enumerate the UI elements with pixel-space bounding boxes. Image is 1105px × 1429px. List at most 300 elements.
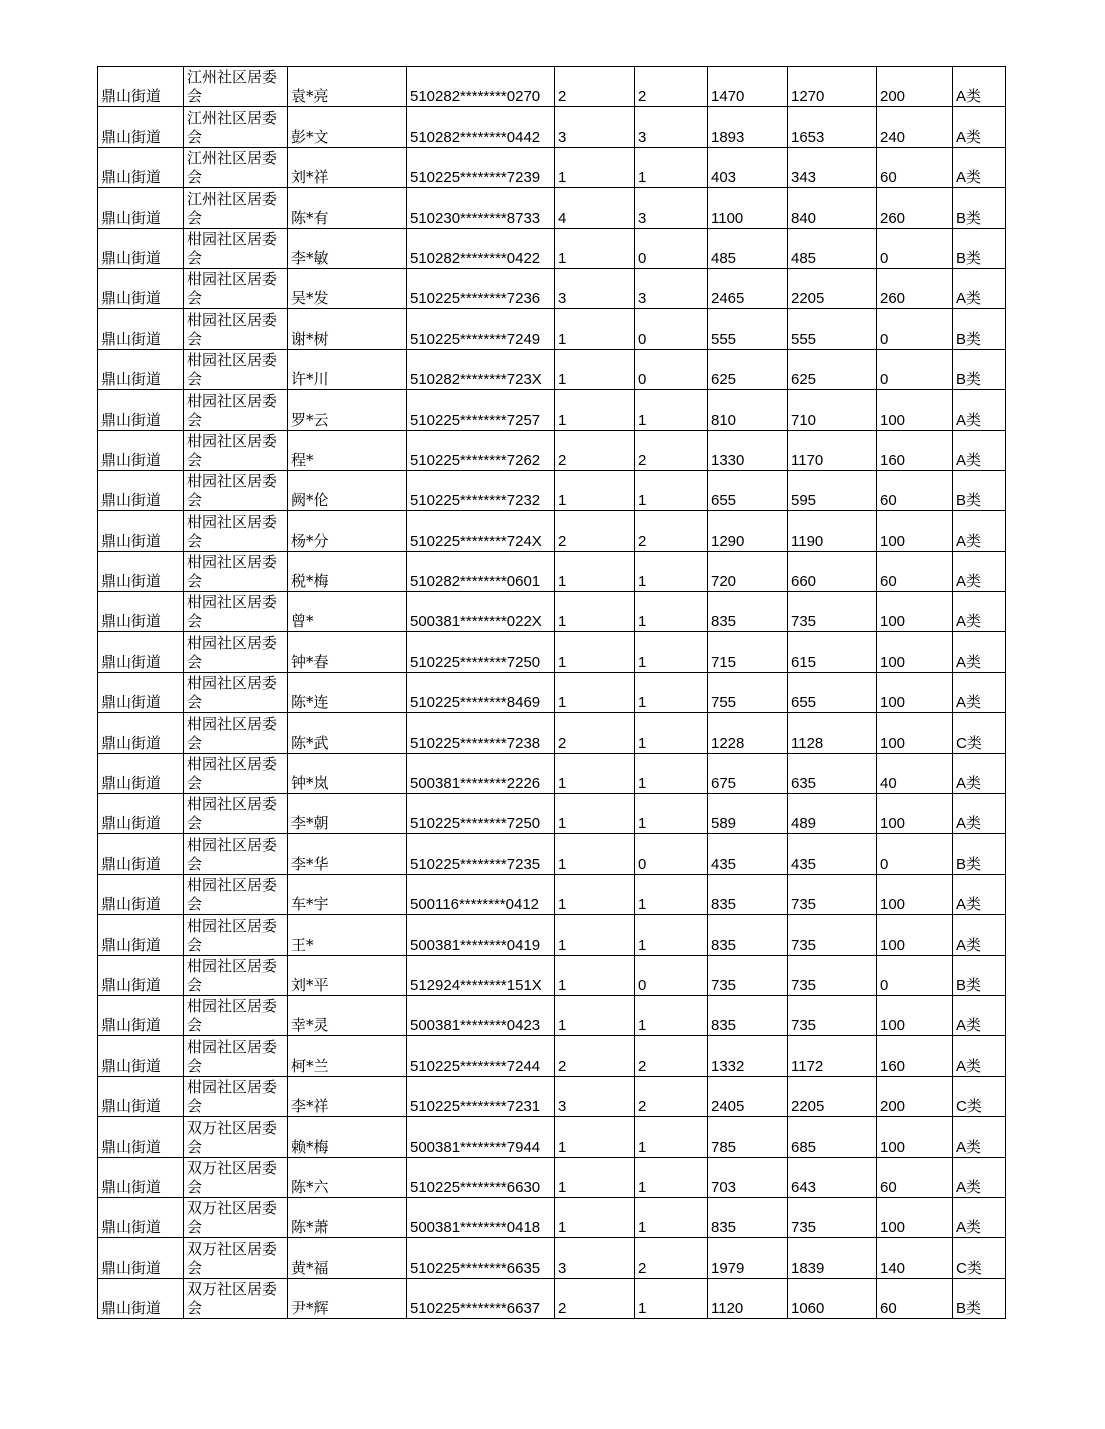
roster-body bbox=[98, 67, 1006, 1319]
name-cell: 彭*文 bbox=[288, 107, 407, 147]
household-size-cell: 1 bbox=[555, 228, 635, 268]
id-number-cell: 510225********7249 bbox=[407, 309, 555, 349]
street-cell: 鼎山街道 bbox=[98, 147, 184, 187]
category-cell: A类 bbox=[953, 592, 1006, 632]
category-cell: A类 bbox=[953, 551, 1006, 591]
count-cell: 1 bbox=[635, 874, 708, 914]
name-cell: 李*祥 bbox=[288, 1076, 407, 1116]
street-cell: 鼎山街道 bbox=[98, 753, 184, 793]
name-cell: 陈*有 bbox=[288, 188, 407, 228]
street-cell: 鼎山街道 bbox=[98, 349, 184, 389]
category-cell: A类 bbox=[953, 1157, 1006, 1197]
category-cell: B类 bbox=[953, 470, 1006, 510]
community-cell: 双万社区居委会 bbox=[184, 1117, 288, 1157]
community-cell: 柑园社区居委会 bbox=[184, 672, 288, 712]
id-number-cell: 510225********7262 bbox=[407, 430, 555, 470]
subsidy-amount-cell: 240 bbox=[877, 107, 953, 147]
table-row bbox=[98, 1076, 1006, 1116]
base-amount-cell: 625 bbox=[788, 349, 877, 389]
total-amount-cell: 2405 bbox=[708, 1076, 788, 1116]
community-cell: 双万社区居委会 bbox=[184, 1197, 288, 1237]
id-number-cell: 510282********723X bbox=[407, 349, 555, 389]
count-cell: 2 bbox=[635, 430, 708, 470]
name-cell: 陈*六 bbox=[288, 1157, 407, 1197]
id-number-cell: 510225********7250 bbox=[407, 794, 555, 834]
count-cell: 1 bbox=[635, 794, 708, 834]
total-amount-cell: 835 bbox=[708, 592, 788, 632]
street-cell: 鼎山街道 bbox=[98, 915, 184, 955]
total-amount-cell: 625 bbox=[708, 349, 788, 389]
id-number-cell: 512924********151X bbox=[407, 955, 555, 995]
base-amount-cell: 343 bbox=[788, 147, 877, 187]
table-row bbox=[98, 268, 1006, 308]
id-number-cell: 510225********7257 bbox=[407, 390, 555, 430]
table-row bbox=[98, 915, 1006, 955]
count-cell: 1 bbox=[635, 915, 708, 955]
household-size-cell: 1 bbox=[555, 470, 635, 510]
community-cell: 柑园社区居委会 bbox=[184, 268, 288, 308]
id-number-cell: 510225********7244 bbox=[407, 1036, 555, 1076]
household-size-cell: 1 bbox=[555, 834, 635, 874]
name-cell: 谢*树 bbox=[288, 309, 407, 349]
total-amount-cell: 1120 bbox=[708, 1278, 788, 1318]
subsidy-amount-cell: 100 bbox=[877, 592, 953, 632]
subsidy-amount-cell: 100 bbox=[877, 511, 953, 551]
base-amount-cell: 2205 bbox=[788, 268, 877, 308]
total-amount-cell: 2465 bbox=[708, 268, 788, 308]
count-cell: 1 bbox=[635, 632, 708, 672]
id-number-cell: 500381********2226 bbox=[407, 753, 555, 793]
name-cell: 袁*亮 bbox=[288, 67, 407, 107]
name-cell: 李*敏 bbox=[288, 228, 407, 268]
community-cell: 双万社区居委会 bbox=[184, 1278, 288, 1318]
table-row bbox=[98, 874, 1006, 914]
household-size-cell: 2 bbox=[555, 67, 635, 107]
table-row bbox=[98, 794, 1006, 834]
category-cell: A类 bbox=[953, 147, 1006, 187]
street-cell: 鼎山街道 bbox=[98, 995, 184, 1035]
table-row bbox=[98, 309, 1006, 349]
subsidy-amount-cell: 100 bbox=[877, 874, 953, 914]
name-cell: 幸*灵 bbox=[288, 995, 407, 1035]
total-amount-cell: 1290 bbox=[708, 511, 788, 551]
count-cell: 1 bbox=[635, 470, 708, 510]
count-cell: 1 bbox=[635, 592, 708, 632]
community-cell: 柑园社区居委会 bbox=[184, 995, 288, 1035]
subsidy-amount-cell: 200 bbox=[877, 1076, 953, 1116]
subsidy-amount-cell: 160 bbox=[877, 430, 953, 470]
base-amount-cell: 735 bbox=[788, 955, 877, 995]
subsidy-amount-cell: 260 bbox=[877, 268, 953, 308]
household-size-cell: 4 bbox=[555, 188, 635, 228]
street-cell: 鼎山街道 bbox=[98, 511, 184, 551]
community-cell: 柑园社区居委会 bbox=[184, 1076, 288, 1116]
street-cell: 鼎山街道 bbox=[98, 1197, 184, 1237]
total-amount-cell: 1100 bbox=[708, 188, 788, 228]
total-amount-cell: 835 bbox=[708, 874, 788, 914]
category-cell: B类 bbox=[953, 1278, 1006, 1318]
community-cell: 柑园社区居委会 bbox=[184, 592, 288, 632]
id-number-cell: 500381********0423 bbox=[407, 995, 555, 1035]
household-size-cell: 2 bbox=[555, 1036, 635, 1076]
community-cell: 柑园社区居委会 bbox=[184, 228, 288, 268]
base-amount-cell: 1128 bbox=[788, 713, 877, 753]
total-amount-cell: 485 bbox=[708, 228, 788, 268]
count-cell: 2 bbox=[635, 1238, 708, 1278]
subsidy-amount-cell: 0 bbox=[877, 309, 953, 349]
household-size-cell: 1 bbox=[555, 349, 635, 389]
name-cell: 陈*连 bbox=[288, 672, 407, 712]
subsidy-amount-cell: 60 bbox=[877, 470, 953, 510]
household-size-cell: 3 bbox=[555, 1076, 635, 1116]
community-cell: 江州社区居委会 bbox=[184, 107, 288, 147]
household-size-cell: 3 bbox=[555, 268, 635, 308]
total-amount-cell: 835 bbox=[708, 1197, 788, 1237]
community-cell: 柑园社区居委会 bbox=[184, 915, 288, 955]
id-number-cell: 510225********7250 bbox=[407, 632, 555, 672]
table-row bbox=[98, 1238, 1006, 1278]
total-amount-cell: 720 bbox=[708, 551, 788, 591]
street-cell: 鼎山街道 bbox=[98, 188, 184, 228]
total-amount-cell: 675 bbox=[708, 753, 788, 793]
category-cell: C类 bbox=[953, 1076, 1006, 1116]
base-amount-cell: 685 bbox=[788, 1117, 877, 1157]
street-cell: 鼎山街道 bbox=[98, 309, 184, 349]
base-amount-cell: 710 bbox=[788, 390, 877, 430]
base-amount-cell: 615 bbox=[788, 632, 877, 672]
table-row bbox=[98, 632, 1006, 672]
name-cell: 吴*发 bbox=[288, 268, 407, 308]
category-cell: B类 bbox=[953, 188, 1006, 228]
subsidy-amount-cell: 260 bbox=[877, 188, 953, 228]
street-cell: 鼎山街道 bbox=[98, 1117, 184, 1157]
name-cell: 刘*祥 bbox=[288, 147, 407, 187]
total-amount-cell: 555 bbox=[708, 309, 788, 349]
id-number-cell: 510225********7236 bbox=[407, 268, 555, 308]
community-cell: 柑园社区居委会 bbox=[184, 794, 288, 834]
street-cell: 鼎山街道 bbox=[98, 107, 184, 147]
total-amount-cell: 703 bbox=[708, 1157, 788, 1197]
total-amount-cell: 715 bbox=[708, 632, 788, 672]
household-size-cell: 1 bbox=[555, 632, 635, 672]
subsidy-amount-cell: 100 bbox=[877, 995, 953, 1035]
household-size-cell: 1 bbox=[555, 794, 635, 834]
subsidy-amount-cell: 160 bbox=[877, 1036, 953, 1076]
community-cell: 柑园社区居委会 bbox=[184, 874, 288, 914]
subsidy-amount-cell: 100 bbox=[877, 672, 953, 712]
community-cell: 柑园社区居委会 bbox=[184, 632, 288, 672]
count-cell: 2 bbox=[635, 67, 708, 107]
street-cell: 鼎山街道 bbox=[98, 1157, 184, 1197]
community-cell: 柑园社区居委会 bbox=[184, 753, 288, 793]
category-cell: B类 bbox=[953, 955, 1006, 995]
household-size-cell: 1 bbox=[555, 592, 635, 632]
id-number-cell: 510225********7239 bbox=[407, 147, 555, 187]
household-size-cell: 1 bbox=[555, 915, 635, 955]
household-size-cell: 1 bbox=[555, 1157, 635, 1197]
street-cell: 鼎山街道 bbox=[98, 834, 184, 874]
base-amount-cell: 555 bbox=[788, 309, 877, 349]
subsidy-amount-cell: 140 bbox=[877, 1238, 953, 1278]
household-size-cell: 3 bbox=[555, 107, 635, 147]
subsidy-amount-cell: 100 bbox=[877, 1117, 953, 1157]
community-cell: 江州社区居委会 bbox=[184, 147, 288, 187]
table-row bbox=[98, 672, 1006, 712]
count-cell: 2 bbox=[635, 1076, 708, 1116]
category-cell: A类 bbox=[953, 915, 1006, 955]
street-cell: 鼎山街道 bbox=[98, 713, 184, 753]
subsidy-amount-cell: 100 bbox=[877, 1197, 953, 1237]
table-row bbox=[98, 67, 1006, 107]
table-row bbox=[98, 713, 1006, 753]
id-number-cell: 510225********6630 bbox=[407, 1157, 555, 1197]
count-cell: 1 bbox=[635, 1117, 708, 1157]
category-cell: A类 bbox=[953, 1197, 1006, 1237]
category-cell: B类 bbox=[953, 349, 1006, 389]
table-row bbox=[98, 1197, 1006, 1237]
total-amount-cell: 1332 bbox=[708, 1036, 788, 1076]
street-cell: 鼎山街道 bbox=[98, 794, 184, 834]
table-row bbox=[98, 753, 1006, 793]
street-cell: 鼎山街道 bbox=[98, 430, 184, 470]
base-amount-cell: 1839 bbox=[788, 1238, 877, 1278]
base-amount-cell: 485 bbox=[788, 228, 877, 268]
category-cell: A类 bbox=[953, 1036, 1006, 1076]
count-cell: 1 bbox=[635, 713, 708, 753]
table-row bbox=[98, 834, 1006, 874]
count-cell: 3 bbox=[635, 107, 708, 147]
table-row bbox=[98, 1157, 1006, 1197]
id-number-cell: 500381********022X bbox=[407, 592, 555, 632]
community-cell: 柑园社区居委会 bbox=[184, 511, 288, 551]
category-cell: A类 bbox=[953, 390, 1006, 430]
count-cell: 2 bbox=[635, 511, 708, 551]
name-cell: 税*梅 bbox=[288, 551, 407, 591]
id-number-cell: 510230********8733 bbox=[407, 188, 555, 228]
total-amount-cell: 785 bbox=[708, 1117, 788, 1157]
name-cell: 柯*兰 bbox=[288, 1036, 407, 1076]
community-cell: 柑园社区居委会 bbox=[184, 713, 288, 753]
count-cell: 1 bbox=[635, 1157, 708, 1197]
community-cell: 柑园社区居委会 bbox=[184, 430, 288, 470]
community-cell: 柑园社区居委会 bbox=[184, 955, 288, 995]
table-row bbox=[98, 511, 1006, 551]
community-cell: 江州社区居委会 bbox=[184, 67, 288, 107]
id-number-cell: 500381********0418 bbox=[407, 1197, 555, 1237]
community-cell: 柑园社区居委会 bbox=[184, 1036, 288, 1076]
count-cell: 0 bbox=[635, 228, 708, 268]
name-cell: 许*川 bbox=[288, 349, 407, 389]
table-row bbox=[98, 995, 1006, 1035]
category-cell: A类 bbox=[953, 67, 1006, 107]
name-cell: 李*朝 bbox=[288, 794, 407, 834]
base-amount-cell: 655 bbox=[788, 672, 877, 712]
id-number-cell: 500381********7944 bbox=[407, 1117, 555, 1157]
household-size-cell: 1 bbox=[555, 1197, 635, 1237]
table-row bbox=[98, 1036, 1006, 1076]
subsidy-amount-cell: 60 bbox=[877, 1278, 953, 1318]
base-amount-cell: 735 bbox=[788, 915, 877, 955]
category-cell: C类 bbox=[953, 1238, 1006, 1278]
count-cell: 3 bbox=[635, 188, 708, 228]
street-cell: 鼎山街道 bbox=[98, 470, 184, 510]
subsidy-amount-cell: 0 bbox=[877, 834, 953, 874]
category-cell: A类 bbox=[953, 672, 1006, 712]
base-amount-cell: 1653 bbox=[788, 107, 877, 147]
name-cell: 阙*伦 bbox=[288, 470, 407, 510]
name-cell: 罗*云 bbox=[288, 390, 407, 430]
category-cell: A类 bbox=[953, 107, 1006, 147]
household-size-cell: 2 bbox=[555, 713, 635, 753]
id-number-cell: 510225********724X bbox=[407, 511, 555, 551]
total-amount-cell: 1470 bbox=[708, 67, 788, 107]
base-amount-cell: 735 bbox=[788, 1197, 877, 1237]
id-number-cell: 510282********0442 bbox=[407, 107, 555, 147]
category-cell: B类 bbox=[953, 309, 1006, 349]
count-cell: 0 bbox=[635, 309, 708, 349]
subsidy-amount-cell: 0 bbox=[877, 349, 953, 389]
count-cell: 1 bbox=[635, 753, 708, 793]
category-cell: C类 bbox=[953, 713, 1006, 753]
total-amount-cell: 1979 bbox=[708, 1238, 788, 1278]
household-size-cell: 1 bbox=[555, 390, 635, 430]
total-amount-cell: 810 bbox=[708, 390, 788, 430]
subsidy-amount-cell: 60 bbox=[877, 551, 953, 591]
category-cell: A类 bbox=[953, 1117, 1006, 1157]
name-cell: 陈*萧 bbox=[288, 1197, 407, 1237]
street-cell: 鼎山街道 bbox=[98, 268, 184, 308]
count-cell: 0 bbox=[635, 834, 708, 874]
subsidy-amount-cell: 40 bbox=[877, 753, 953, 793]
name-cell: 刘*平 bbox=[288, 955, 407, 995]
total-amount-cell: 735 bbox=[708, 955, 788, 995]
category-cell: A类 bbox=[953, 794, 1006, 834]
base-amount-cell: 1270 bbox=[788, 67, 877, 107]
base-amount-cell: 435 bbox=[788, 834, 877, 874]
base-amount-cell: 660 bbox=[788, 551, 877, 591]
count-cell: 2 bbox=[635, 1036, 708, 1076]
name-cell: 杨*分 bbox=[288, 511, 407, 551]
table-row bbox=[98, 188, 1006, 228]
household-size-cell: 2 bbox=[555, 1278, 635, 1318]
category-cell: A类 bbox=[953, 268, 1006, 308]
total-amount-cell: 655 bbox=[708, 470, 788, 510]
base-amount-cell: 1060 bbox=[788, 1278, 877, 1318]
base-amount-cell: 840 bbox=[788, 188, 877, 228]
household-size-cell: 1 bbox=[555, 147, 635, 187]
subsidy-amount-cell: 0 bbox=[877, 955, 953, 995]
name-cell: 钟*岚 bbox=[288, 753, 407, 793]
total-amount-cell: 589 bbox=[708, 794, 788, 834]
base-amount-cell: 735 bbox=[788, 995, 877, 1035]
name-cell: 王* bbox=[288, 915, 407, 955]
id-number-cell: 510225********6637 bbox=[407, 1278, 555, 1318]
community-cell: 江州社区居委会 bbox=[184, 188, 288, 228]
id-number-cell: 500381********0419 bbox=[407, 915, 555, 955]
community-cell: 双万社区居委会 bbox=[184, 1157, 288, 1197]
household-size-cell: 3 bbox=[555, 1238, 635, 1278]
table-row bbox=[98, 147, 1006, 187]
street-cell: 鼎山街道 bbox=[98, 672, 184, 712]
total-amount-cell: 1893 bbox=[708, 107, 788, 147]
table-row bbox=[98, 955, 1006, 995]
household-size-cell: 1 bbox=[555, 995, 635, 1035]
base-amount-cell: 1172 bbox=[788, 1036, 877, 1076]
table-row bbox=[98, 228, 1006, 268]
total-amount-cell: 835 bbox=[708, 995, 788, 1035]
subsidy-amount-cell: 100 bbox=[877, 713, 953, 753]
table-row bbox=[98, 430, 1006, 470]
community-cell: 柑园社区居委会 bbox=[184, 551, 288, 591]
street-cell: 鼎山街道 bbox=[98, 551, 184, 591]
total-amount-cell: 1330 bbox=[708, 430, 788, 470]
count-cell: 1 bbox=[635, 1278, 708, 1318]
household-size-cell: 2 bbox=[555, 430, 635, 470]
count-cell: 1 bbox=[635, 147, 708, 187]
street-cell: 鼎山街道 bbox=[98, 1238, 184, 1278]
id-number-cell: 510282********0422 bbox=[407, 228, 555, 268]
subsidy-amount-cell: 60 bbox=[877, 1157, 953, 1197]
household-size-cell: 1 bbox=[555, 309, 635, 349]
table-row bbox=[98, 349, 1006, 389]
community-cell: 柑园社区居委会 bbox=[184, 309, 288, 349]
category-cell: A类 bbox=[953, 874, 1006, 914]
category-cell: A类 bbox=[953, 430, 1006, 470]
id-number-cell: 510225********6635 bbox=[407, 1238, 555, 1278]
community-cell: 柑园社区居委会 bbox=[184, 349, 288, 389]
household-size-cell: 1 bbox=[555, 955, 635, 995]
street-cell: 鼎山街道 bbox=[98, 390, 184, 430]
roster-table bbox=[97, 66, 1006, 1319]
category-cell: A类 bbox=[953, 753, 1006, 793]
base-amount-cell: 1190 bbox=[788, 511, 877, 551]
count-cell: 1 bbox=[635, 551, 708, 591]
community-cell: 柑园社区居委会 bbox=[184, 390, 288, 430]
household-size-cell: 1 bbox=[555, 753, 635, 793]
id-number-cell: 510225********7235 bbox=[407, 834, 555, 874]
community-cell: 双万社区居委会 bbox=[184, 1238, 288, 1278]
subsidy-amount-cell: 100 bbox=[877, 390, 953, 430]
id-number-cell: 510225********8469 bbox=[407, 672, 555, 712]
count-cell: 1 bbox=[635, 390, 708, 430]
community-cell: 柑园社区居委会 bbox=[184, 470, 288, 510]
table-row bbox=[98, 390, 1006, 430]
community-cell: 柑园社区居委会 bbox=[184, 834, 288, 874]
category-cell: A类 bbox=[953, 632, 1006, 672]
name-cell: 陈*武 bbox=[288, 713, 407, 753]
name-cell: 尹*辉 bbox=[288, 1278, 407, 1318]
household-size-cell: 1 bbox=[555, 1117, 635, 1157]
base-amount-cell: 635 bbox=[788, 753, 877, 793]
id-number-cell: 510225********7231 bbox=[407, 1076, 555, 1116]
name-cell: 李*华 bbox=[288, 834, 407, 874]
count-cell: 3 bbox=[635, 268, 708, 308]
name-cell: 钟*春 bbox=[288, 632, 407, 672]
category-cell: B类 bbox=[953, 228, 1006, 268]
name-cell: 程* bbox=[288, 430, 407, 470]
street-cell: 鼎山街道 bbox=[98, 67, 184, 107]
street-cell: 鼎山街道 bbox=[98, 592, 184, 632]
id-number-cell: 510282********0601 bbox=[407, 551, 555, 591]
category-cell: A类 bbox=[953, 995, 1006, 1035]
subsidy-amount-cell: 100 bbox=[877, 794, 953, 834]
subsidy-amount-cell: 200 bbox=[877, 67, 953, 107]
table-row bbox=[98, 592, 1006, 632]
total-amount-cell: 403 bbox=[708, 147, 788, 187]
street-cell: 鼎山街道 bbox=[98, 228, 184, 268]
count-cell: 0 bbox=[635, 955, 708, 995]
street-cell: 鼎山街道 bbox=[98, 955, 184, 995]
